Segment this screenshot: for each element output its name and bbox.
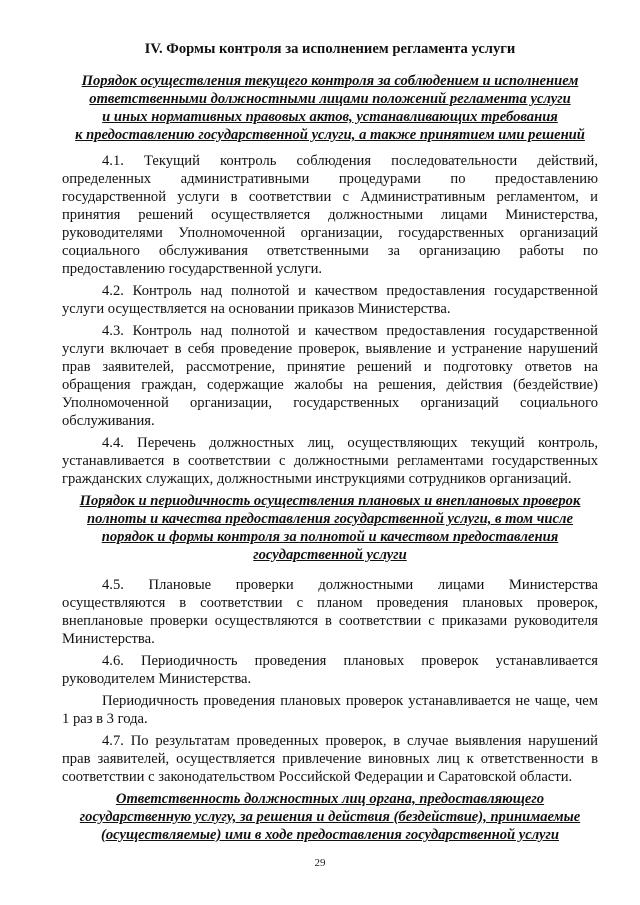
subsection-title-line: (осуществляемые) ими в ходе предоставления государственной услуги	[100, 827, 560, 843]
subsection-title-line: ответственными должностными лицами положений регламента услуги	[89, 91, 571, 107]
section-title: IV. Формы контроля за исполнением регламента услуги	[144, 41, 516, 57]
paragraph-4-6: 4.6. Периодичность проведения плановых проверок устанавливается руководителем Министерства.	[62, 653, 598, 687]
paragraph-4-1: 4.1. Текущий контроль соблюдения последовательности действий, определенных административными процедурами по предоставлению государственной услуги в соответствии с Административным регламентом, и принятия решений осуществляется должностными лицами Министерства, руководителями Уполномоченной организации, государственных организаций социального обслуживания ответственными за организацию работы по предоставлению государственной услуги.	[62, 153, 598, 277]
subsection-inspections	[62, 492, 598, 786]
subsection-title-line: государственной услуги	[253, 547, 407, 563]
paragraph-4-3: 4.3. Контроль над полнотой и качеством предоставления государственной услуги включает в себя проведение проверок, выявление и устранение нарушений прав заявителей, рассмотрение, принятие решений и подготовку ответов на обращения граждан, содержащие жалобы на решения, действия (бездействие) Уполномоченной организации, государственных организаций социального обслуживания.	[62, 323, 598, 429]
paragraph-frequency: Периодичность проведения плановых проверок устанавливается не чаще, чем 1 раз в 3 года.	[62, 693, 598, 727]
subsection-title-line: полноты и качества предоставления государственной услуги, в том числе	[87, 511, 573, 527]
subsection-title-line: Ответственность должностных лиц органа, предоставляющего	[115, 791, 545, 807]
subsection-title-line: Порядок осуществления текущего контроля за соблюдением и исполнением	[81, 73, 579, 89]
paragraph-4-4: 4.4. Перечень должностных лиц, осуществляющих текущий контроль, устанавливается в соответствии с должностными регламентами государственных гражданских служащих, должностными инструкциями сотрудников организаций.	[62, 435, 598, 487]
subsection-title-line: и иных нормативных правовых актов, устанавливающих требования	[102, 109, 558, 125]
document-page	[62, 40, 598, 852]
subsection-current-control	[62, 72, 598, 488]
subsection-title-line: Порядок и периодичность осуществления плановых и внеплановых проверок	[79, 493, 581, 509]
page-number: 29	[314, 857, 326, 869]
paragraph-4-2: 4.2. Контроль над полнотой и качеством предоставления государственной услуги осуществляется на основании приказов Министерства.	[62, 283, 598, 317]
subsection-title	[62, 790, 598, 844]
subsection-title-line: к предоставлению государственной услуги, а также принятием ими решений	[75, 127, 585, 143]
paragraph-4-5: 4.5. Плановые проверки должностными лицами Министерства осуществляются в соответствии с планом проведения плановых проверок, внеплановые проверки осуществляются в соответствии с приказами руководителя Министерства.	[62, 577, 598, 647]
subsection-title-line: государственную услугу, за решения и действия (бездействие), принимаемые	[79, 809, 581, 825]
subsection-title	[62, 72, 598, 144]
subsection-title	[62, 492, 598, 564]
subsection-responsibility	[62, 790, 598, 844]
subsection-title-line: порядок и формы контроля за полнотой и качеством предоставления	[101, 529, 559, 545]
paragraph-4-7: 4.7. По результатам проведенных проверок, в случае выявления нарушений прав заявителей, осуществляется привлечение виновных лиц к ответственности в соответствии с законодательством Российской Федерации и Саратовской области.	[62, 733, 598, 785]
